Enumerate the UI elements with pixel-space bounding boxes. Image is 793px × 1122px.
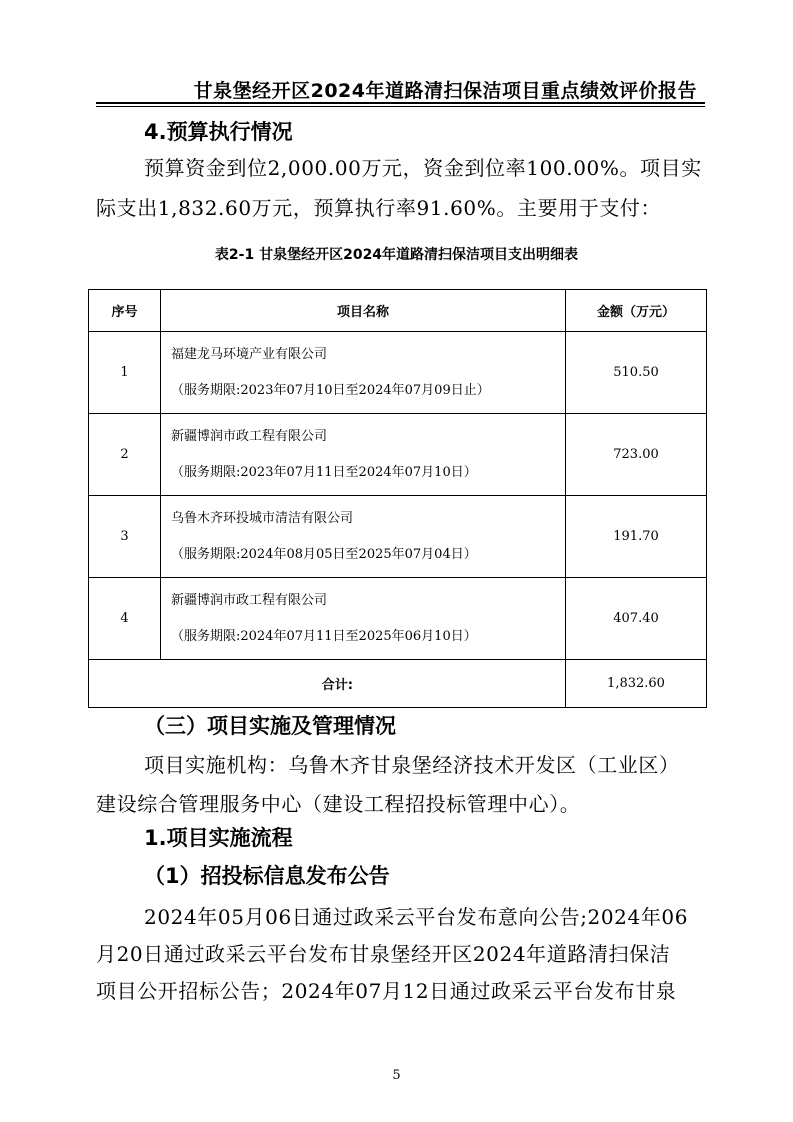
budget-paragraph-line1: 预算资金到位2,000.00万元，资金到位率100.00%。项目实: [144, 156, 702, 180]
row-company: 新疆博润市政工程有限公司: [171, 592, 328, 608]
row-index: 2: [89, 414, 161, 496]
header-divider-thin: [96, 106, 705, 107]
row-index: 4: [89, 578, 161, 660]
row-amount: 407.40: [566, 578, 707, 660]
implementation-paragraph-line1: 项目实施机构：乌鲁木齐甘泉堡经济技术开发区（工业区）: [144, 753, 680, 777]
table-total-row: [89, 660, 707, 708]
budget-paragraph-line2: 际支出1,832.60万元，预算执行率91.60%。主要用于支付：: [96, 196, 662, 220]
table-row: [89, 578, 707, 660]
budget-heading: 4.预算执行情况: [144, 120, 293, 144]
row-company: 新疆博润市政工程有限公司: [171, 428, 328, 444]
column-header-name: 项目名称: [161, 290, 566, 332]
row-amount: 510.50: [566, 332, 707, 414]
report-header-title: 甘泉堡经开区2024年道路清扫保洁项目重点绩效评价报告: [193, 80, 697, 102]
row-index: 1: [89, 332, 161, 414]
page-number: 5: [392, 1068, 401, 1083]
table-header-row: [89, 290, 707, 332]
total-amount: 1,832.60: [566, 660, 707, 708]
flow-paragraph-line3: 项目公开招标公告；2024年07月12日通过政采云平台发布甘泉: [96, 979, 677, 1003]
flow-paragraph-line1: 2024年05月06日通过政采云平台发布意向公告;2024年06: [144, 905, 689, 929]
table-row: [89, 496, 707, 578]
row-company: 福建龙马环境产业有限公司: [171, 346, 328, 362]
expense-table: [88, 289, 707, 708]
row-name-cell: [161, 496, 566, 578]
flow-paragraph-line2: 月20日通过政采云平台发布甘泉堡经开区2024年道路清扫保洁: [96, 942, 671, 966]
implementation-heading: （三）项目实施及管理情况: [144, 714, 396, 738]
row-amount: 191.70: [566, 496, 707, 578]
row-service-period: （服务期限:2023年07月11日至2024年07月10日）: [171, 464, 477, 480]
row-service-period: （服务期限:2024年07月11日至2025年06月10日）: [171, 628, 477, 644]
row-name-cell: [161, 578, 566, 660]
row-index: 3: [89, 496, 161, 578]
table-caption: 表2-1 甘泉堡经开区2024年道路清扫保洁项目支出明细表: [214, 247, 579, 263]
table-row: [89, 414, 707, 496]
header-divider: [96, 102, 705, 104]
implementation-paragraph-line2: 建设综合管理服务中心（建设工程招投标管理中心）。: [96, 792, 581, 816]
row-company: 乌鲁木齐环投城市清洁有限公司: [171, 510, 354, 526]
row-service-period: （服务期限:2023年07月10日至2024年07月09日止）: [171, 382, 490, 398]
column-header-index: 序号: [89, 290, 161, 332]
column-header-amount: 金额（万元）: [566, 290, 707, 332]
total-label: 合计:: [89, 660, 566, 708]
row-amount: 723.00: [566, 414, 707, 496]
table-row: [89, 332, 707, 414]
flow-heading: 1.项目实施流程: [144, 826, 293, 850]
row-name-cell: [161, 332, 566, 414]
flow-subheading: （1）招投标信息发布公告: [144, 864, 390, 888]
row-name-cell: [161, 414, 566, 496]
row-service-period: （服务期限:2024年08月05日至2025年07月04日）: [171, 546, 477, 562]
